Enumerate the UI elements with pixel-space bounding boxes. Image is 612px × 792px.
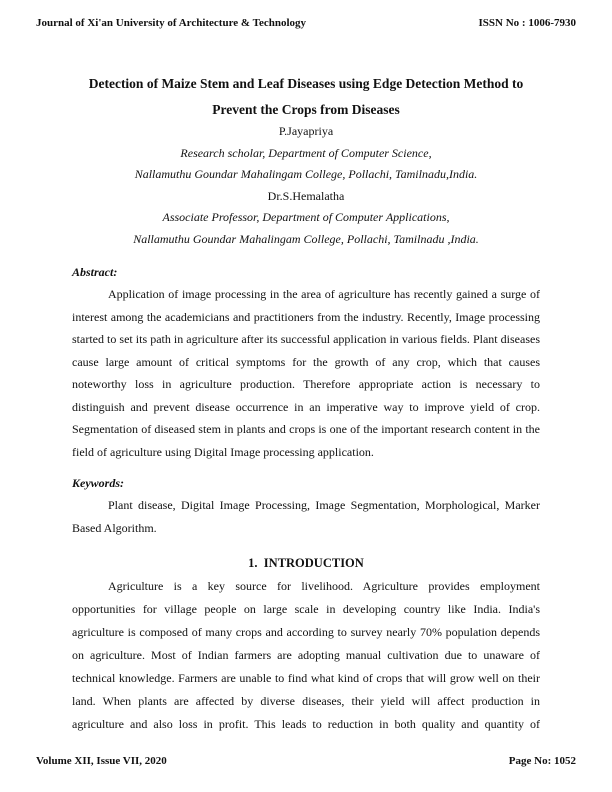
author-affiliation: Nallamuthu Goundar Mahalingam College, Pollachi, Tamilnadu,India. (134, 167, 478, 182)
introduction-line: Agriculture is a key source for livelihood. Agriculture provides employment (108, 579, 540, 593)
author-role: Associate Professor, Department of Computer Applications, (162, 210, 450, 225)
introduction-line: agriculture and also loss in profit. This leads to reduction in both quality and quantity of (72, 717, 540, 731)
abstract-heading: Abstract: (72, 265, 118, 279)
journal-name: Journal of Xi'an University of Architecture & Technology (36, 17, 307, 29)
keywords-line: Plant disease, Digital Image Processing, Image Segmentation, Morphological, Marker (108, 498, 540, 512)
keywords-line: Based Algorithm. (72, 520, 157, 535)
title-line-1: Detection of Maize Stem and Leaf Diseases using Edge Detection Method to (88, 76, 524, 91)
running-footer (36, 755, 576, 767)
abstract-line: cause large amount of critical symptoms for the growth of any crop, which that causes (72, 354, 540, 369)
author-block (72, 121, 540, 251)
section-heading-introduction: 1. INTRODUCTION (248, 556, 364, 570)
abstract-line: Application of image processing in the area of agriculture has recently gained a surge of (108, 287, 540, 301)
keywords-paragraph (72, 494, 540, 539)
introduction-line: land. When plants are affected by diverse diseases, their yield will affect production in (72, 694, 540, 708)
introduction-line: technical knowledge. Farmers are unable to find what kind of crops that will grow well on their (72, 671, 540, 685)
abstract-line: interest among the academicians and practitioners from the industry. Recently, Image processing (72, 309, 540, 324)
title-line-2: Prevent the Crops from Diseases (212, 102, 400, 117)
running-header (36, 17, 576, 29)
author-name: Dr.S.Hemalatha (267, 188, 345, 203)
abstract-line: Segmentation of diseased stem in plants and crops is one of the important research content in the (72, 422, 540, 436)
abstract-line: noteworthy loss in agriculture production. Therefore appropriate action is necessary to (72, 377, 540, 391)
issn-number: ISSN No : 1006-7930 (478, 17, 576, 29)
introduction-paragraph (72, 575, 540, 736)
abstract-line: started to set its path in agriculture after its successful application in various fields. Plant diseases (72, 332, 540, 346)
introduction-line: opportunities for village people on large scale in developing country like India. India's (72, 602, 540, 616)
abstract-line: field of agriculture using Digital Image processing application. (72, 444, 374, 459)
author-role: Research scholar, Department of Computer Science, (180, 145, 432, 160)
author-affiliation: Nallamuthu Goundar Mahalingam College, Pollachi, Tamilnadu ,India. (133, 231, 479, 246)
abstract-line: distinguish and prevent disease occurrence in an imperative way to improve yield of crop. (72, 399, 540, 414)
introduction-line: on agriculture. Most of Indian farmers are adopting manual cultivation due to unaware of (72, 648, 540, 662)
paper-title (72, 71, 540, 123)
volume-info: Volume XII, Issue VII, 2020 (36, 755, 167, 767)
abstract-paragraph (72, 283, 540, 463)
keywords-heading: Keywords: (72, 476, 124, 490)
author-name: P.Jayapriya (278, 124, 334, 138)
introduction-line: agriculture is composed of many crops and according to survey nearly 70% population depends (72, 625, 540, 639)
page-number: Page No: 1052 (508, 755, 576, 767)
